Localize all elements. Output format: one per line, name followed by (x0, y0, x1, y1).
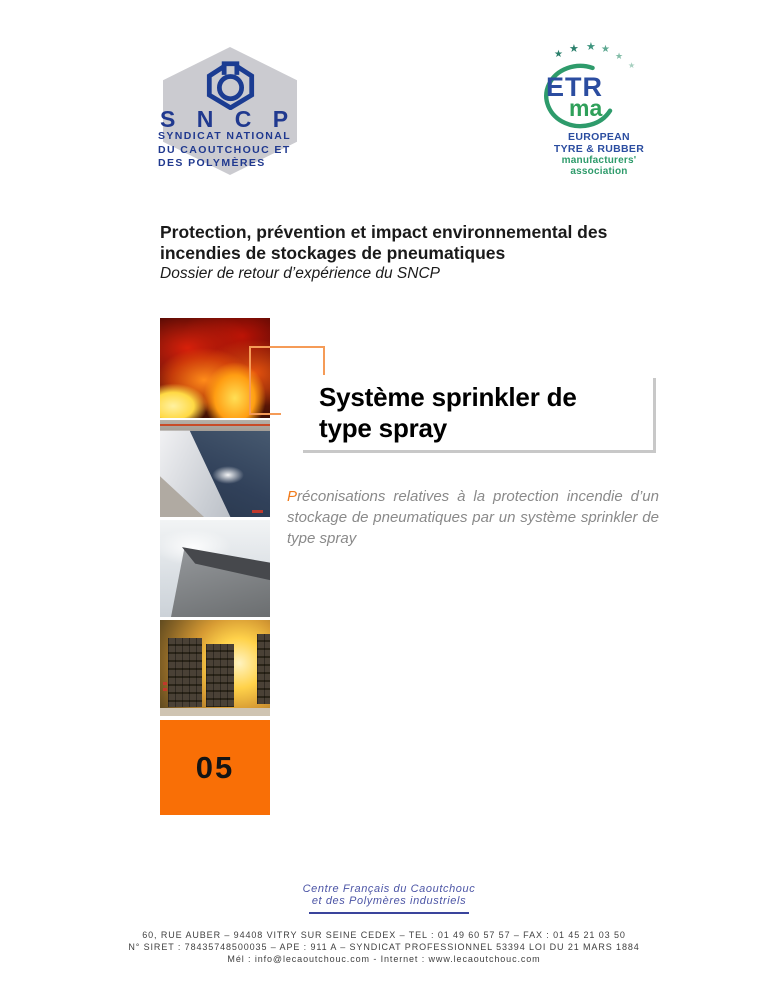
footer-registration-line: N° SIRET : 78435748500035 – APE : 911 A – SYNDICAT PROFESSIONNEL 53394 LOI DU 21 MARS 1884 (128, 942, 640, 952)
tarp-red-label (252, 510, 263, 513)
chapter-title-line: Système sprinkler de (319, 382, 577, 412)
eu-star-icon: ★ (628, 61, 636, 70)
callout-line (249, 346, 251, 415)
rack-stack (206, 644, 234, 707)
eu-star-icon: ★ (586, 41, 596, 53)
photo-warehouse-building-corner (160, 520, 270, 617)
sncp-subtitle-line: SYNDICAT NATIONAL (158, 130, 292, 142)
chapter-title-box (303, 378, 656, 453)
chapter-title-line: type spray (319, 413, 448, 443)
callout-line (249, 413, 281, 415)
etrma-caption-line: association (570, 166, 628, 177)
lede-initial: P (287, 488, 298, 505)
photo-tarpaulin-covered-storage-pit (160, 420, 270, 517)
sncp-emblem-icon (204, 61, 257, 110)
lede-paragraph (287, 486, 659, 549)
photo-tyre-fire-flames (160, 318, 270, 418)
chapter-number: 05 (195, 749, 235, 785)
rack-stack (257, 634, 270, 704)
sncp-subtitle-line: DES POLYMÈRES (158, 157, 266, 169)
eu-star-icon: ★ (569, 43, 579, 55)
eu-star-icon: ★ (615, 51, 624, 61)
chapter-number-block (160, 720, 270, 815)
etrma-wordmark-ma: ma (569, 95, 603, 121)
footer-organisation (234, 884, 544, 914)
sncp-subtitle-line: DU CAOUTCHOUC ET (158, 143, 291, 156)
heading-bold-line: Protection, prévention et impact environnemental des (160, 222, 608, 242)
footer-contact-line: Mél : info@lecaoutchouc.com - Internet : www.lecaoutchouc.com (227, 954, 541, 964)
etrma-caption-line: manufacturers' (561, 155, 637, 166)
footer-divider-rule (309, 912, 469, 914)
tarp-hose-line (160, 424, 270, 426)
heading-bold-line: incendies de stockages de pneumatiques (160, 242, 506, 263)
tarp-water-splash (212, 466, 244, 484)
footer-org-line: Centre Français du Caoutchouc (302, 883, 476, 895)
footer-address-line: 60, RUE AUBER – 94408 VITRY SUR SEINE CEDEX – TEL : 01 49 60 57 57 – FAX : 01 45 21 03 50 (142, 930, 626, 940)
rack-red-marks (163, 682, 167, 694)
etrma-caption (538, 131, 660, 177)
footer-smallprint (0, 929, 768, 965)
lede-text: réconisations relatives à la protection incendie d’un stockage de pneumatiques par un système sprinkler de type spray (287, 488, 659, 547)
sncp-logo (158, 45, 308, 175)
callout-line (323, 346, 325, 375)
rack-stack (168, 638, 202, 707)
document-heading (160, 222, 670, 283)
rack-floor (160, 708, 270, 716)
heading-subtitle: Dossier de retour d’expérience du SNCP (160, 265, 440, 282)
etrma-logo (538, 42, 660, 184)
sncp-subtitle (158, 130, 308, 171)
etrma-caption-line: EUROPEAN (568, 131, 630, 143)
sncp-acronym: S N C P (160, 106, 293, 132)
eu-star-icon: ★ (601, 44, 610, 55)
eu-star-icon: ★ (554, 49, 563, 60)
etrma-caption-line: TYRE & RUBBER (553, 143, 645, 155)
footer-org-line: et des Polymères industriels (311, 894, 467, 907)
etrma-wordmark-etr: ETR (546, 72, 603, 102)
photo-burning-tyre-racks (160, 620, 270, 716)
callout-line (249, 346, 325, 348)
